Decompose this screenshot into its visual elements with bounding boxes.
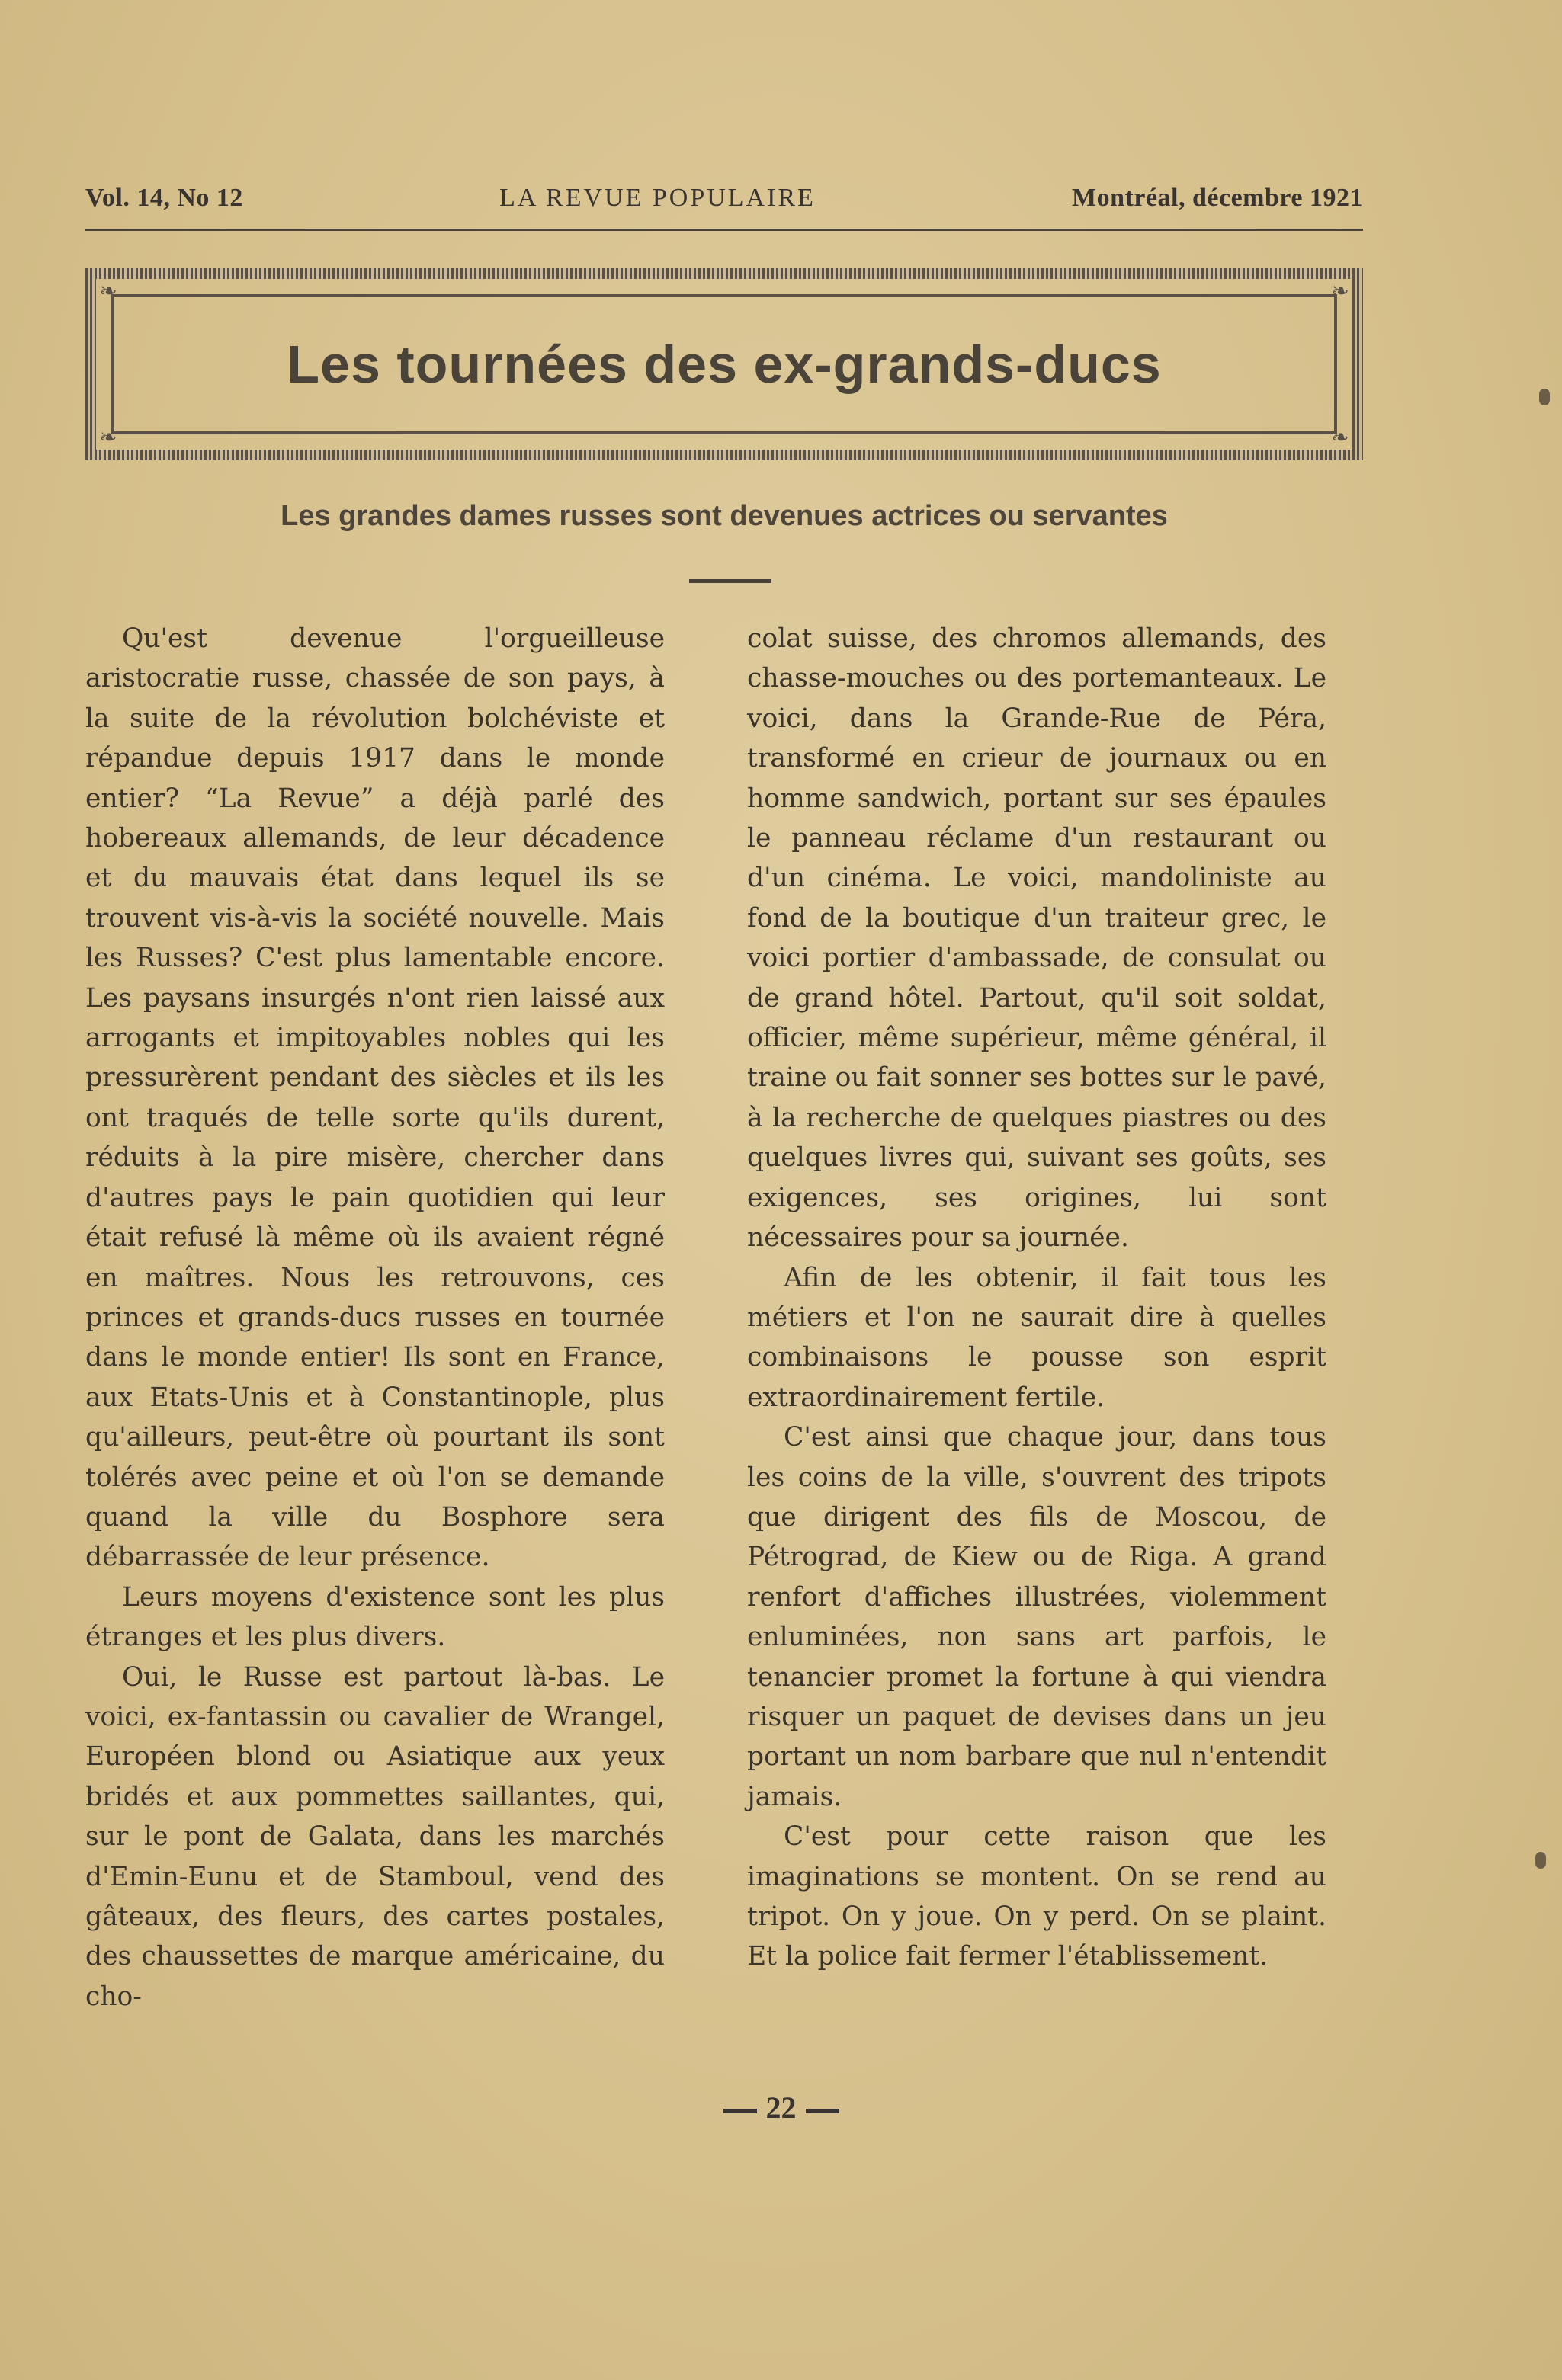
folio-dash	[806, 2109, 839, 2113]
page-number	[0, 2090, 1562, 2125]
binding-hole	[1539, 389, 1550, 405]
article-subtitle: Les grandes dames russes sont devenues actrices ou servantes	[281, 500, 1168, 532]
volume-number: Vol. 14, No 12	[85, 184, 243, 212]
paragraph: Leurs moyens d'existence sont les plus étranges et les plus divers.	[85, 1581, 665, 1653]
folio-dash	[723, 2109, 757, 2113]
page-number-text: 22	[765, 2090, 797, 2125]
left-column	[85, 619, 665, 2016]
journal-name: LA REVUE POPULAIRE	[499, 184, 816, 212]
running-head	[85, 181, 1363, 215]
paragraph: colat suisse, des chromos allemands, des chasse-mouches ou des portemanteaux. Le voici, dans la Grande-Rue de Péra, transformé en crieur de journaux ou en homme sandwich, portant sur ses épaules le panneau réclame d'un restaurant ou d'un cinéma. Le voici, mandoliniste au fond de la boutique d'un traiteur grec, le voici portier d'ambassade, de consulat ou de grand hôtel. Partout, qu'il soit soldat, officier, même supérieur, même général, il traine ou fait sonner ses bottes sur le pavé, à la recherche de quelques piastres ou des quelques livres qui, suivant ses goûts, ses exigences, ses origines, lui sont nécessaires pour sa journée.	[747, 623, 1326, 1254]
ornament-icon: ❧	[99, 278, 117, 303]
title-frame	[85, 268, 1363, 460]
ornament-icon: ❧	[1331, 278, 1349, 303]
header-rule	[85, 229, 1363, 231]
right-column	[747, 619, 1326, 1977]
ornament-icon: ❧	[99, 424, 117, 450]
section-divider	[689, 579, 771, 583]
paragraph: Oui, le Russe est partout là-bas. Le voici, ex-fantassin ou cavalier de Wrangel, Européen blond ou Asiatique aux yeux bridés et aux pommettes saillantes, qui, sur le pont de Galata, dans les marchés d'Emin-Eunu et de Stamboul, vend des gâteaux, des fleurs, des cartes postales, des chaussettes de marque américaine, du cho-	[85, 1661, 665, 2012]
paragraph: Afin de les obtenir, il fait tous les métiers et l'on ne saurait dire à quelles combinaisons le pousse son esprit extraordinairement fertile.	[747, 1262, 1326, 1413]
ornament-icon: ❧	[1331, 424, 1349, 450]
dateline: Montréal, décembre 1921	[1072, 184, 1363, 212]
title-box	[99, 278, 1349, 450]
binding-hole	[1535, 1852, 1546, 1869]
paragraph: C'est ainsi que chaque jour, dans tous les coins de la ville, s'ouvrent des tripots que dirigent des fils de Moscou, de Pétrograd, de Kiew ou de Riga. A grand renfort d'affiches illustrées, violemment enluminées, non sans art parfois, le tenancier promet la fortune à qui viendra risquer un paquet de devises dans un jeu portant un nom barbare que nul n'entendit jamais.	[747, 1422, 1326, 1812]
article-title: Les tournées des ex-grands-ducs	[287, 335, 1162, 394]
paragraph: Qu'est devenue l'orgueilleuse aristocratie russe, chassée de son pays, à la suite de la révolution bolchéviste et répandue depuis 1917 dans le monde entier? “La Revue” a déjà parlé des hobereaux allemands, de leur décadence et du mauvais état dans lequel ils se trouvent vis-à-vis la société nouvelle. Mais les Russes? C'est plus lamentable encore. Les paysans insurgés n'ont rien laissé aux arrogants et impitoyables nobles qui les pressurèrent pendant des siècles et ils les ont traqués de telle sorte qu'ils durent, réduits à la pire misère, chercher dans d'autres pays le pain quotidien qui leur était refusé là même où ils avaient régné en maîtres. Nous les retrouvons, ces princes et grands-ducs russes en tournée dans le monde entier! Ils sont en France, aux Etats-Unis et à Constantinople, plus qu'ailleurs, peut-être où pourtant ils sont tolérés avec peine et où l'on se demande quand la ville du Bosphore sera débarrassée de leur présence.	[85, 623, 665, 1573]
paragraph: C'est pour cette raison que les imaginations se montent. On se rend au tripot. On y joue. On y perd. On se plaint. Et la police fait fermer l'établissement.	[747, 1821, 1326, 1972]
